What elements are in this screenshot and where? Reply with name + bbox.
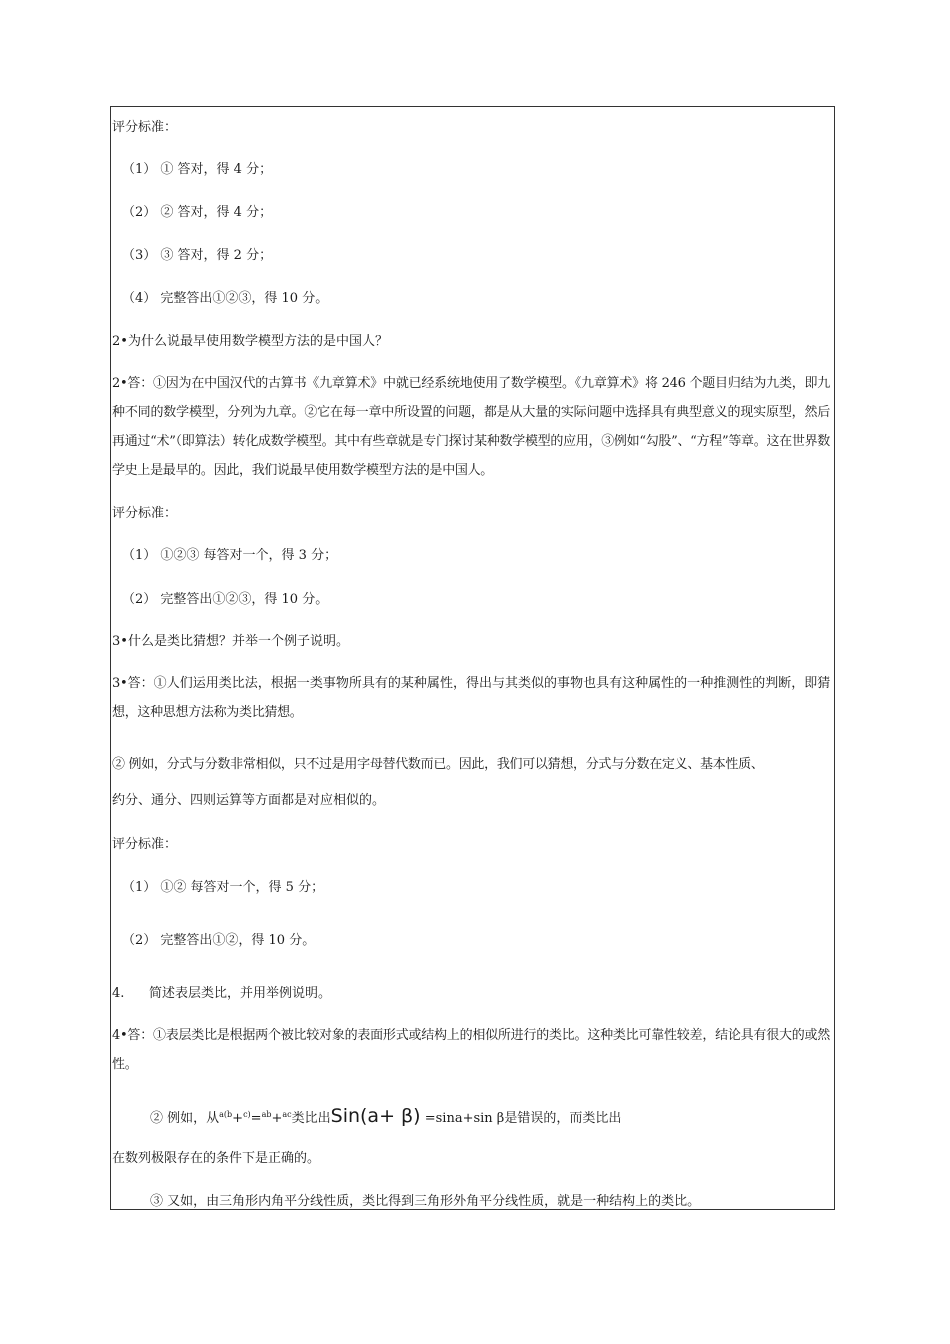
example-mid: 类比出 (291, 1111, 331, 1126)
grading-heading-2: 评分标准： (112, 506, 178, 521)
formula-sup: a(b (219, 1110, 233, 1119)
question-3: 3•什么是类比猜想？并举一个例子说明。 (112, 634, 349, 649)
formula-sup: c) (243, 1110, 251, 1119)
formula-plus: + (271, 1111, 283, 1126)
formula-equals: = (250, 1111, 262, 1126)
answer-4-example-3: ③ 又如，由三角形内角平分线性质，类比得到三角形外角平分线性质，就是一种结构上的类比。 (150, 1194, 701, 1209)
formula-right: =sina+sin β (424, 1111, 505, 1126)
example-suffix: 是错误的，而类比出 (504, 1111, 622, 1126)
formula-sup: ac (282, 1110, 292, 1119)
answer-2: 2•答：①因为在中国汉代的古算书《九章算术》中就已经系统地使用了数学模型。《九章算术》将 246 个题目归结为九类，即九种不同的数学模型，分列为九章。②它在每一章中所设置的问题，都是从大量的实际问题中选择具有典型意义的现实原型，然后再通过“术”（即算法）转化成数学模型。其中有些章就是专门探讨某种数学模型的应用，③例如“勾股”、“方程”等章。这在世界数学史上是最早的。因此，我们说最早使用数学模型方法的是中国人。 (112, 376, 830, 478)
question-4 (112, 985, 830, 1003)
formula-sup: ab (261, 1110, 272, 1119)
grading-item: （1） ①②③ 每答对一个，得 3 分； (122, 548, 338, 563)
grading-item: （3） ③ 答对，得 2 分； (122, 248, 273, 263)
answer-4-continuation: 在数列极限存在的条件下是正确的。 (112, 1151, 321, 1166)
answer-3-example-line-2: 约分、通分、四则运算等方面都是对应相似的。 (112, 793, 386, 808)
grading-heading-3: 评分标准： (112, 837, 178, 852)
answer-3: 3•答：①人们运用类比法，根据一类事物所具有的某种属性，得出与其类似的事物也具有这种属性的一种推测性的判断，即猜想，这种思想方法称为类比猜想。 (112, 676, 830, 720)
grading-item: （4） 完整答出①②③，得 10 分。 (122, 291, 329, 306)
answer-box (110, 106, 835, 1210)
grading-heading-1: 评分标准： (112, 120, 178, 135)
answer-4-example-2 (112, 1103, 830, 1131)
formula-left: Sin(a+ β) (330, 1105, 421, 1127)
formula-plus: + (232, 1111, 244, 1126)
grading-item: （1） ①② 每答对一个，得 5 分； (122, 880, 325, 895)
grading-item: （1） ① 答对，得 4 分； (122, 162, 273, 177)
answer-3-example-line-1: ② 例如，分式与分数非常相似，只不过是用字母替代数而已。因此，我们可以猜想，分式与分数在定义、基本性质、 (112, 757, 764, 772)
example-prefix: ② 例如，从 (150, 1111, 220, 1126)
grading-item: （2） 完整答出①②③，得 10 分。 (122, 592, 329, 607)
grading-item: （2） 完整答出①②，得 10 分。 (122, 933, 316, 948)
grading-item: （2） ② 答对，得 4 分； (122, 205, 273, 220)
question-4-number: 4. (112, 986, 125, 1001)
question-4-text: 简述表层类比，并用举例说明。 (149, 986, 332, 1001)
answer-4: 4•答：①表层类比是根据两个被比较对象的表面形式或结构上的相似所进行的类比。这种类比可靠性较差，结论具有很大的或然性。 (112, 1028, 830, 1072)
question-2: 2•为什么说最早使用数学模型方法的是中国人？ (112, 334, 388, 349)
